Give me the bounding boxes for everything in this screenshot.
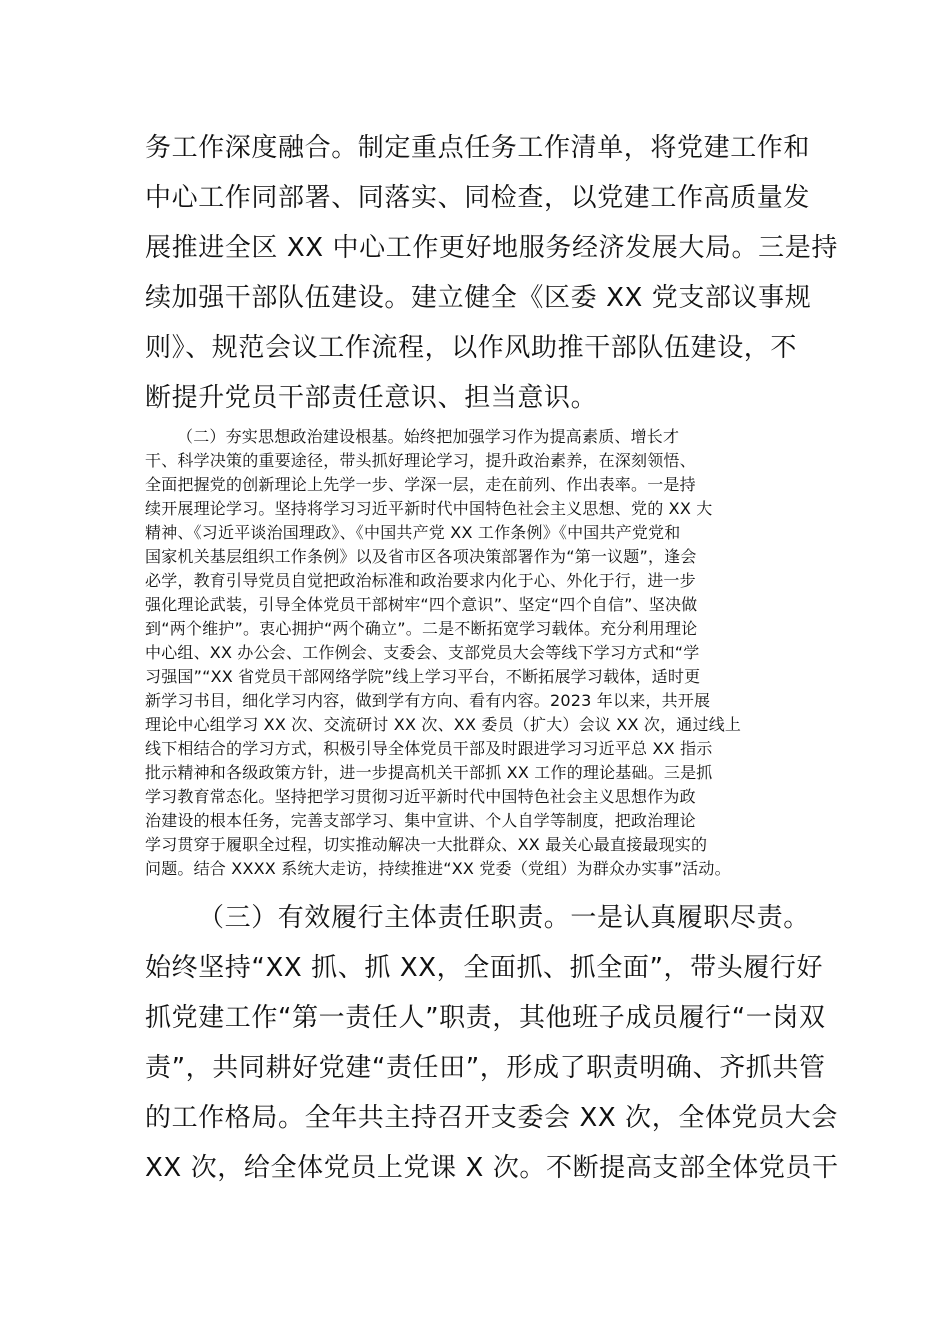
paragraph-line: 学习贯穿于履职全过程，切实推动解决一大批群众、XX 最关心最直接最现实的 — [145, 835, 708, 854]
paragraph-line: 中心组、XX 办公会、工作例会、支委会、支部党员大会等线下学习方式和“学 — [145, 643, 700, 662]
paragraph-line: 全面把握党的创新理论上先学一步、学深一层，走在前列、作出表率。一是持 — [145, 475, 696, 494]
section-heading-line: （三）有效履行主体责任职责。一是认真履职尽责。 — [198, 903, 810, 933]
paragraph-line: 精神、《习近平谈治国理政》、《中国共产党 XX 工作条例》《中国共产党党和 — [145, 523, 681, 542]
paragraph-line: 续开展理论学习。坚持将学习习近平新时代中国特色社会主义思想、党的 XX 大 — [145, 499, 713, 518]
paragraph-line: 新学习书目，细化学习内容，做到学有方向、看有内容。2023 年以来，共开展 — [145, 691, 711, 710]
paragraph-line: 断提升党员干部责任意识、担当意识。 — [145, 383, 598, 413]
paragraph-line: 学习教育常态化。坚持把学习贯彻习近平新时代中国特色社会主义思想作为政 — [145, 787, 696, 806]
paragraph-line: 干、科学决策的重要途径，带头抓好理论学习，提升政治素养，在深刻领悟、 — [145, 451, 696, 470]
paragraph-line: 线下相结合的学习方式，积极引导全体党员干部及时跟进学习习近平总 XX 指示 — [145, 739, 713, 758]
paragraph-line: 则》、规范会议工作流程，以作风助推干部队伍建设，不 — [145, 333, 798, 363]
paragraph-line: 问题。结合 XXXX 系统大走访，持续推进“XX 党委（党组）为群众办实事”活动。 — [145, 859, 731, 878]
paragraph-line: 必学，教育引导党员自觉把政治标准和政治要求内化于心、外化于行，进一步 — [145, 571, 696, 590]
paragraph-line: 的工作格局。全年共主持召开支委会 XX 次，全体党员大会 — [145, 1103, 838, 1133]
paragraph-line: 续加强干部队伍建设。建立健全《区委 XX 党支部议事规 — [145, 283, 812, 313]
paragraph-line: 习强国”“XX 省党员干部网络学院”线上学习平台，不断拓展学习载体，适时更 — [145, 667, 701, 686]
paragraph-line: 中心工作同部署、同落实、同检查，以党建工作高质量发 — [145, 183, 811, 213]
paragraph-line: 展推进全区 XX 中心工作更好地服务经济发展大局。三是持 — [145, 233, 838, 263]
paragraph-line: 国家机关基层组织工作条例》以及省市区各项决策部署作为“第一议题”，逢会 — [145, 547, 697, 566]
paragraph-line: 到“两个维护”。衷心拥护“两个确立”。二是不断拓宽学习载体。充分利用理论 — [145, 619, 698, 638]
paragraph-line: 治建设的根本任务，完善支部学习、集中宣讲、个人自学等制度，把政治理论 — [145, 811, 696, 830]
paragraph-line: XX 次，给全体党员上党课 X 次。不断提高支部全体党员干 — [145, 1153, 839, 1183]
paragraph-line: 批示精神和各级政策方针，进一步提高机关干部抓 XX 工作的理论基础。三是抓 — [145, 763, 713, 782]
paragraph-line: 务工作深度融合。制定重点任务工作清单，将党建工作和 — [145, 133, 811, 163]
paragraph-line: 始终坚持“XX 抓、抓 XX，全面抓、抓全面”，带头履行好 — [145, 953, 824, 983]
paragraph-line: 抓党建工作“第一责任人”职责，其他班子成员履行“一岗双 — [145, 1003, 826, 1033]
paragraph-line: 责”，共同耕好党建“责任田”，形成了职责明确、齐抓共管 — [145, 1053, 826, 1083]
paragraph-line: 理论中心组学习 XX 次、交流研讨 XX 次、XX 委员（扩大）会议 XX 次，通过线上 — [145, 715, 742, 734]
paragraph-line: 强化理论武装，引导全体党员干部树牢“四个意识”、坚定“四个自信”、坚决做 — [145, 595, 698, 614]
section-heading-line: （二）夯实思想政治建设根基。始终把加强学习作为提高素质、增长才 — [177, 427, 680, 446]
